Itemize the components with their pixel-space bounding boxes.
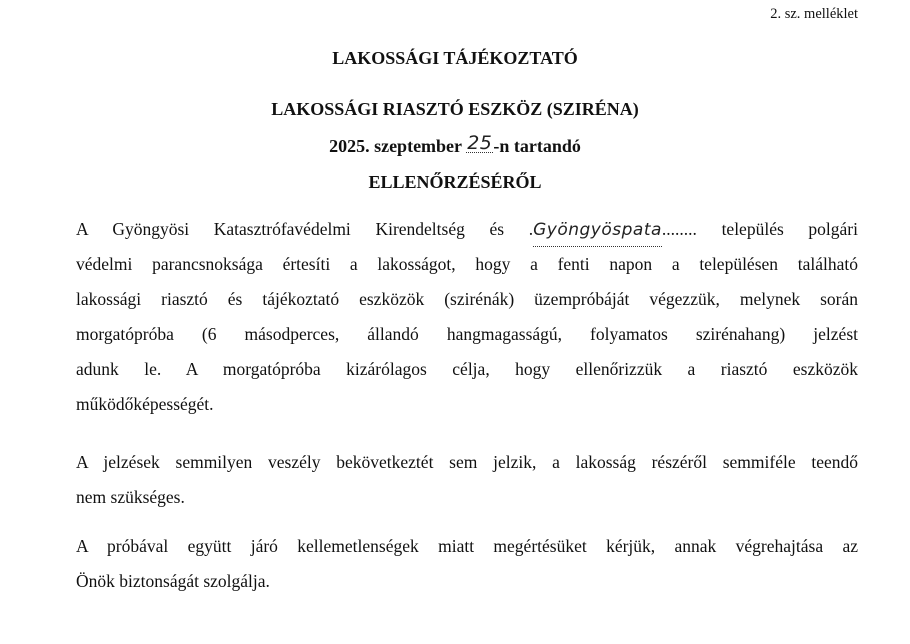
paragraph-line: működőképességét. (76, 394, 214, 414)
date-line-suffix: -n tartandó (493, 136, 581, 156)
paragraph-apology (76, 529, 858, 599)
paragraph-line: nem szükséges. (76, 487, 185, 507)
date-line-prefix: 2025. szeptember (329, 136, 467, 156)
paragraph-line (76, 212, 858, 247)
paragraph-no-danger (76, 445, 858, 515)
line-text-after-place: ........ település polgári (661, 219, 858, 239)
title-inspection: ELLENŐRZÉSÉRŐL (368, 172, 542, 192)
paragraph-line: lakossági riasztó és tájékoztató eszközök (szirénák) üzempróbáját végezzük, melynek során (76, 289, 858, 309)
paragraph-line: védelmi parancsnoksága értesíti a lakosságot, hogy a fenti napon a településen található (76, 254, 858, 274)
paragraph-notice (76, 212, 858, 422)
paragraph-line: A jelzések semmilyen veszély bekövetkeztét sem jelzik, a lakosság részéről semmiféle teendő (76, 452, 858, 472)
handwritten-place: Gyöngyöspata (533, 213, 662, 248)
title-siren-device: LAKOSSÁGI RIASZTÓ ESZKÖZ (SZIRÉNA) (271, 99, 639, 119)
handwritten-day: 25 (467, 132, 493, 154)
title-public-information: LAKOSSÁGI TÁJÉKOZTATÓ (332, 48, 578, 68)
annex-label: 2. sz. melléklet (770, 6, 858, 22)
title-date-line (0, 132, 910, 157)
paragraph-line: A próbával együtt járó kellemetlenségek miatt megértésüket kérjük, annak végrehajtása az (76, 536, 858, 556)
paragraph-line: Önök biztonságát szolgálja. (76, 571, 270, 591)
paragraph-line: morgatópróba (6 másodperces, állandó hangmagasságú, folyamatos szirénahang) jelzést (76, 324, 858, 344)
line-text-before-place: A Gyöngyösi Katasztrófavédelmi Kirendeltség és . (76, 219, 534, 239)
paragraph-line: adunk le. A morgatópróba kizárólagos célja, hogy ellenőrizzük a riasztó eszközök (76, 359, 858, 379)
